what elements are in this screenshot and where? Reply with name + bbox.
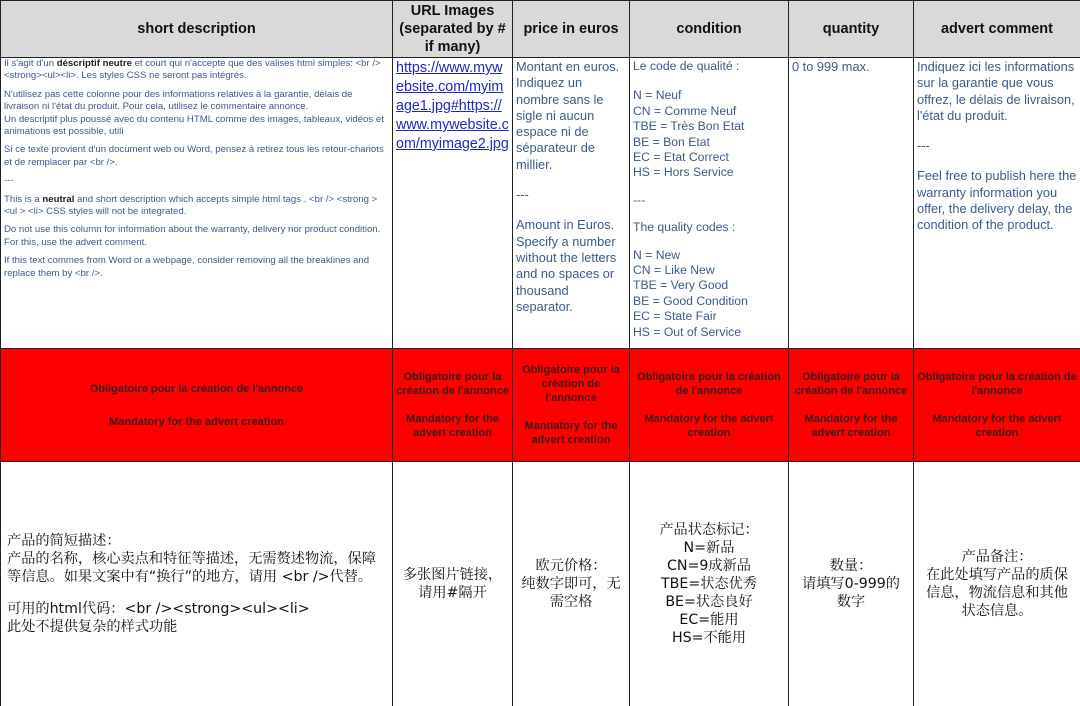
cn-condition-cell[interactable] (630, 462, 789, 706)
header-short-description[interactable]: short description (1, 1, 393, 58)
condition-fr-codes: N = Neuf CN = Comme Neuf TBE = Très Bon Etat BE = Bon Etat EC = Etat Correct HS = Hors Service (633, 88, 745, 180)
description-fr-word-note: Si ce texte provient d'un document web ou Word, pensez à retirez tous les retour-chariots et de remplacer par <br />. (4, 144, 384, 168)
mandatory-en: Mandatory for the advert creation (406, 413, 499, 439)
cn-price-cell[interactable] (513, 462, 630, 706)
quantity-instructions-cell[interactable] (789, 58, 914, 349)
mandatory-fr: Obligatoire pour la création de l'annonce (89, 382, 304, 395)
cn-images-text: 多张图片链接，请用#隔开 (402, 567, 503, 601)
price-fr-text: Montant en euros. Indiquez un nombre sans le sigle ni aucun espace ni de séparateur de millier. (516, 59, 620, 172)
condition-en-codes: N = New CN = Like New TBE = Very Good BE = Good Condition EC = State Fair HS = Out of Service (633, 247, 748, 339)
mandatory-cell-images[interactable] (393, 349, 513, 462)
header-quantity[interactable]: quantity (789, 1, 914, 58)
description-separator: --- (4, 175, 14, 187)
mandatory-en: Mandatory for the advert creation (644, 413, 774, 439)
cn-description-p1: 产品的简短描述： 产品的名称，核心卖点和特征等描述，无需赘述物流，保障等信息。如果文案中有“换行”的地方，请用 <br />代替。 (7, 533, 376, 585)
cn-description-p2: 可用的html代码：<br /><strong><ul><li> 此处不提供复杂的样式功能 (7, 601, 310, 635)
cn-condition-text: 产品状态标记： N=新品 CN=9成新品 TBE=状态优秀 BE=状态良好 EC=能用 HS=不能用 (659, 522, 759, 646)
mandatory-cell-price[interactable] (513, 349, 630, 462)
header-row (1, 1, 1080, 58)
cn-images-cell[interactable] (393, 462, 513, 706)
mandatory-cell-condition[interactable] (630, 349, 789, 462)
mandatory-fr: Obligatoire pour la création de l'annonce (917, 371, 1077, 397)
condition-instructions-cell[interactable] (630, 58, 789, 349)
comment-en-text: Feel free to publish here the warranty information you offer, the delivery delay, the condition of the product. (917, 168, 1077, 233)
cn-comment-text: 产品备注： 在此处填写产品的质保信息，物流信息和其他状态信息。 (926, 549, 1068, 619)
neutral-description-fr: déscriptif neutre (56, 58, 132, 69)
header-price[interactable]: price in euros (513, 1, 630, 58)
price-instructions-cell[interactable] (513, 58, 630, 349)
mandatory-en: Mandatory for the advert creation (804, 413, 898, 439)
description-fr-warranty-note: N'utilisez pas cette colonne pour des informations relatives à la garantie, délais de livraison ni l'état du produit. Pour cela, utilisez le commentaire annonce. Un descriptif plus poussé avec du contenu HTML comme des images, tableaux, vidéos et animations est possible, utili (4, 88, 384, 138)
cn-price-text: 欧元价格： 纯数字即可，无需空格 (521, 558, 621, 610)
mandatory-fr: Obligatoire pour la création de l'annonce (396, 371, 509, 397)
neutral-description-en: neutral (42, 193, 75, 205)
condition-fr-title: Le code de qualité : (633, 59, 740, 73)
mandatory-en: Mandatory for the advert creation (524, 420, 618, 446)
description-en-warranty-note: Do not use this column for information about the warranty, delivery nor product condition. For this, use the advert comment. (4, 224, 381, 248)
mandatory-fr: Obligatoire pour la création de l'annonce (794, 371, 908, 397)
description-instructions-cell[interactable] (1, 58, 393, 349)
cn-quantity-cell[interactable] (789, 462, 914, 706)
mandatory-fr: Obligatoire pour la création de l'annonce (522, 364, 620, 404)
image-urls-link[interactable]: https://www.mywebsite.com/myimage1.jpg#https://www.mywebsite.com/myimage2.jpg (396, 60, 509, 152)
mandatory-row (1, 349, 1080, 462)
cn-comment-cell[interactable] (914, 462, 1080, 706)
cn-quantity-text: 数量： 请填写0-999的数字 (802, 558, 900, 610)
mandatory-cell-description[interactable] (1, 349, 393, 462)
header-condition[interactable]: condition (630, 1, 789, 58)
mandatory-cell-quantity[interactable] (789, 349, 914, 462)
description-en-word-note: If this text commes from Word or a webpage, consider removing all the breaklines and replace them by <br />. (4, 255, 370, 279)
description-fr-intro: Il s'agit d'un déscriptif neutre et court qui n'accepte que des valises html simples: <br /><strong><ul><li>. Les styles CSS ne seront pas intégrés. (4, 58, 381, 82)
chinese-notes-row (1, 462, 1080, 706)
images-url-cell[interactable] (393, 58, 513, 349)
header-advert-comment[interactable]: advert comment (914, 1, 1080, 58)
instructions-row (1, 58, 1080, 349)
mandatory-en: Mandatory for the advert creation (932, 413, 1062, 439)
comment-separator: --- (917, 138, 930, 154)
comment-fr-text: Indiquez ici les informations sur la garantie que vous offrez, le délais de livraison, l'état du produit. (917, 59, 1075, 123)
mandatory-cell-comment[interactable] (914, 349, 1080, 462)
quantity-text: 0 to 999 max. (792, 59, 870, 74)
condition-separator: --- (633, 192, 646, 207)
price-en-text: Amount in Euros. Specify a number without the letters and no spaces or thousand separator. (516, 217, 617, 314)
header-url-images[interactable]: URL Images (separated by # if many) (393, 1, 513, 58)
mandatory-fr: Obligatoire pour la création de l'annonce (637, 371, 781, 397)
comment-instructions-cell[interactable] (914, 58, 1080, 349)
description-en-intro: This is a neutral and short description which accepts simple html tags . <br /> <strong > <ul > <li> CSS styles will not be integrated. (4, 193, 378, 218)
mandatory-en: Mandatory for the advert creation (109, 415, 284, 428)
condition-en-title: The quality codes : (633, 220, 736, 235)
price-separator: --- (516, 187, 529, 203)
cn-description-cell[interactable] (1, 462, 393, 706)
